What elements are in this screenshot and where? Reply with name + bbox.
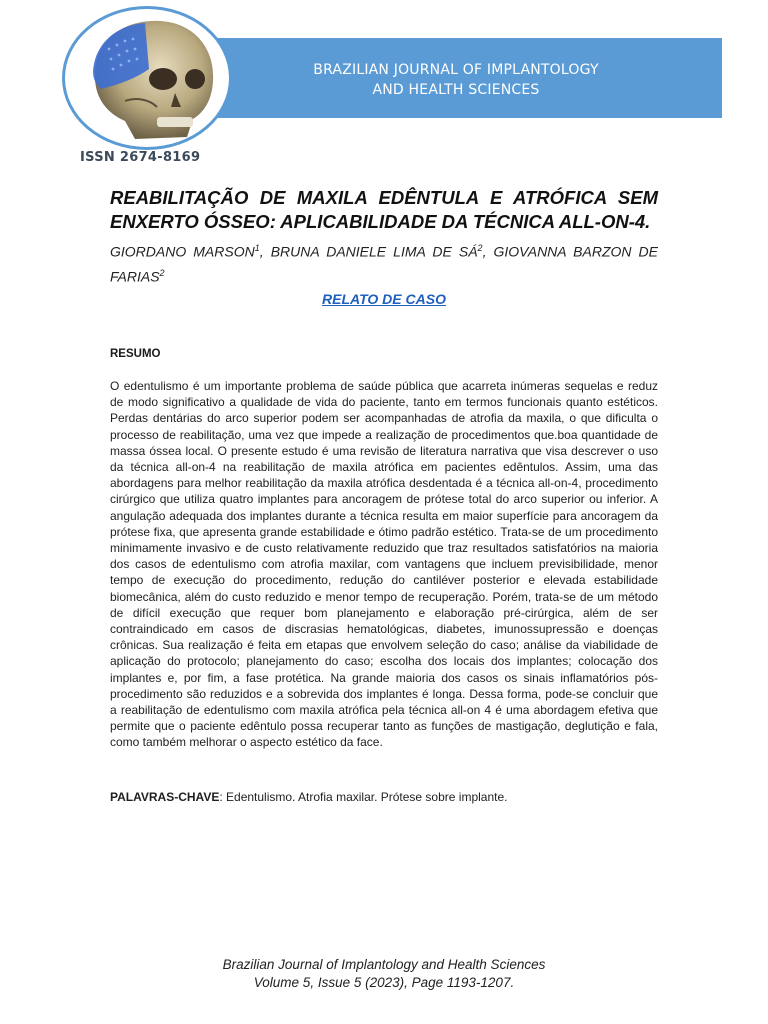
skull-logo-graphic — [65, 9, 229, 147]
author-affiliation: 1 — [254, 243, 260, 253]
author-list: GIORDANO MARSON$^1$, BRUNA DANIELE LIMA DE $SÁ^2$, GIOVANNA BARZON DE FARIAS$^2$ — [110, 243, 658, 285]
journal-banner — [150, 38, 722, 118]
page-footer — [0, 956, 768, 992]
author-name: GIOVANNA BARZON DE FARIAS — [110, 243, 658, 285]
article-title — [110, 186, 658, 234]
author-name: BRUNA DANIELE LIMA DE SÁ — [270, 243, 478, 260]
article-header — [110, 186, 658, 307]
article-title-line2: ENXERTO ÓSSEO: APLICABILIDADE DA TÉCNICA ALL-ON-4. — [110, 211, 651, 232]
footer-citation: Volume 5, Issue 5 (2023), Page 1193-1207. — [253, 975, 515, 990]
issn-label: ISSN 2674-8169 — [80, 150, 201, 165]
article-type-link[interactable]: RELATO DE CASO — [322, 291, 446, 308]
article-title-line1: REABILITAÇÃO DE MAXILA EDÊNTULA E ATRÓFICA SEM — [110, 187, 658, 208]
keywords — [110, 790, 658, 804]
keywords-list: : Edentulismo. Atrofia maxilar. Prótese sobre implante. — [219, 790, 508, 804]
footer-journal: Brazilian Journal of Implantology and Health Sciences — [222, 957, 546, 972]
journal-name-line1: BRAZILIAN JOURNAL OF IMPLANTOLOGY — [313, 62, 599, 78]
abstract-heading: RESUMO — [110, 348, 161, 360]
skull-implant-logo-icon — [62, 6, 232, 150]
journal-name-line2: AND HEALTH SCIENCES — [372, 82, 540, 98]
abstract-text: O edentulismo é um importante problema de saúde pública que acarreta inúmeras sequelas e reduz de modo significativo a qualidade de vida do paciente, tanto em termos funcionais quanto estéticos. Perdas dentárias do arco superior podem ser acompanhadas de atrofia da maxila, o que dificulta o processo de reabilitação, uma vez que impede a realização de procedimentos que.boa quantidade de massa óssea local. O presente estudo é uma revisão de literatura narrativa que visa descrever o uso da técnica all-on-4 na reabilitação de maxila atrófica em pacientes edêntulos. Assim, uma das abordagens para melhor reabilitação da maxila atrófica desdentada é a técnica all-on-4, procedimento cirúrgico que utiliza quatro implantes para ancoragem de prótese total do arco superior ou inferior. A angulação adequada dos implantes durante a técnica resulta em maior superfície para ancoragem da prótese fixa, que apresenta grande estabilidade e ótimo padrão estético. Trata-se de um procedimento minimamente invasivo e de custo relativamente reduzido que traz resultados satisfatórios na maioria dos casos de edentulismo com atrofia maxilar, com vantagens que incluem previsibilidade, menor tempo de execução do procedimento, redução do cantiléver posterior e elevada estabilidade biomecânica, além do custo reduzido e menor tempo de recuperação. Porém, trata-se de um método de difícil execução que requer bom planejamento e elaboração pré-cirúrgica, além de ser contraindicado em casos de discrasias hematológicas, diabetes, imunossupressão e doenças crônicas. Sua realização é feita em etapas que envolvem seleção do caso; análise da viabilidade de aplicação do protocolo; planejamento do caso; escolha dos locais dos implantes; colocação dos implantes e, por fim, a fase protética. Na grande maioria dos casos os sinais inflamatórios pós-procedimento são reduzidos e a sobrevida dos implantes é longa. Dessa forma, pode-se concluir que a reabilitação de edentulismo com maxila atrófica pela técnica all-on 4 é uma abordagem efetiva que permite que o paciente edêntulo possa recuperar tanto as funções de mastigação, deglutição e fala, como também melhorar o aspecto estético da face. — [110, 379, 658, 750]
keywords-label: PALAVRAS-CHAVE — [110, 790, 220, 804]
author-affiliation: 2 — [477, 243, 483, 253]
journal-name — [150, 60, 722, 100]
author-name: GIORDANO MARSON — [110, 243, 255, 260]
author-affiliation: 2 — [159, 267, 165, 278]
